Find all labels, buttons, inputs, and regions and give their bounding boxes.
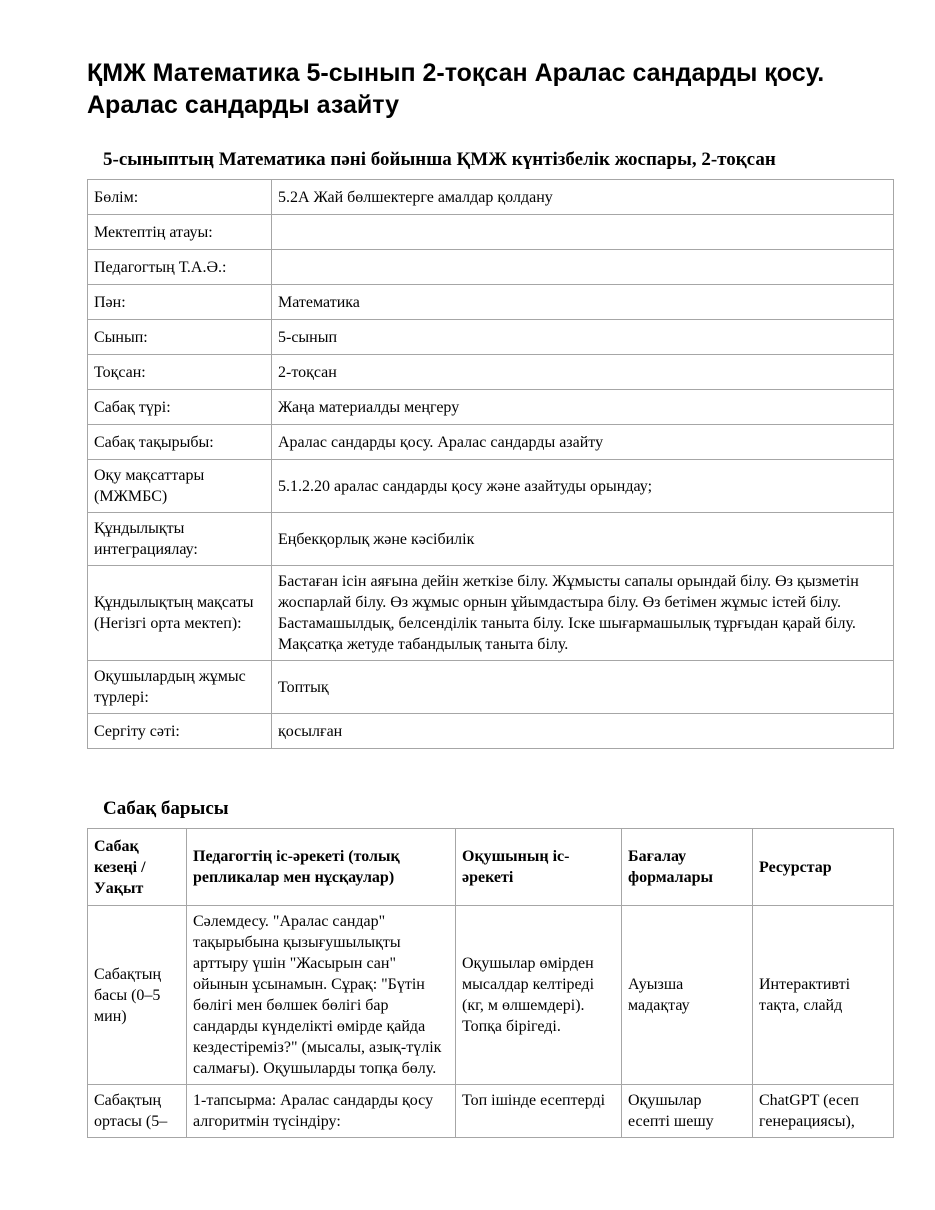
info-value-topic: Аралас сандарды қосу. Аралас сандарды азайту: [272, 425, 894, 460]
info-label-work-forms: Оқушылардың жұмыс түрлері:: [88, 661, 272, 714]
info-value-lesson-type: Жаңа материалды меңгеру: [272, 390, 894, 425]
stage-cell: Сабақтың басы (0–5 мин): [88, 906, 187, 1085]
column-header-assessment: Бағалау формалары: [622, 829, 753, 906]
document-title: ҚМЖ Математика 5-сынып 2-тоқсан Аралас сандарды қосу. Аралас сандарды азайту: [87, 59, 825, 119]
info-label-break: Сергіту сәті:: [88, 714, 272, 749]
info-value-teacher: [272, 250, 894, 285]
student-action-cell: Топ ішінде есептерді: [456, 1085, 622, 1138]
info-label-objectives: Оқу мақсаттары (МЖМБС): [88, 460, 272, 513]
table-row: [88, 1085, 894, 1138]
table-row: [88, 425, 894, 460]
table-row: [88, 566, 894, 661]
table-row: [88, 390, 894, 425]
column-header-student: Оқушының іс-әрекеті: [456, 829, 622, 906]
info-value-quarter: 2-тоқсан: [272, 355, 894, 390]
student-action-cell: Оқушылар өмірден мысалдар келтіреді (кг, м өлшемдері). Топқа бірігеді.: [456, 906, 622, 1085]
info-value-work-forms: Топтық: [272, 661, 894, 714]
info-label-school: Мектептің атауы:: [88, 215, 272, 250]
table-row: [88, 661, 894, 714]
lesson-flow-table: [87, 828, 894, 1138]
column-header-resources: Ресурстар: [753, 829, 894, 906]
info-value-values: Еңбекқорлық және кәсібилік: [272, 513, 894, 566]
table-row: [88, 250, 894, 285]
info-value-values-goal: Бастаған ісін аяғына дейін жеткізе білу. Жұмысты сапалы орындай білу. Өз қызметін жоспарлай білу. Өз жұмыс орнын ұйымдастыра білу. Өз бетімен жұмыс істей білу. Бастамашылдық, белсенділік таныта білу. Іске шығармашылық тұрғыдан қарай білу. Мақсатқа жетуде табандылық таныта білу.: [272, 566, 894, 661]
table-row: [88, 513, 894, 566]
assessment-cell: Ауызша мадақтау: [622, 906, 753, 1085]
info-value-grade: 5-сынып: [272, 320, 894, 355]
info-label-quarter: Тоқсан:: [88, 355, 272, 390]
table-row: [88, 320, 894, 355]
info-label-subject: Пән:: [88, 285, 272, 320]
info-label-section: Бөлім:: [88, 180, 272, 215]
info-value-school: [272, 215, 894, 250]
teacher-action-cell: 1-тапсырма: Аралас сандарды қосу алгоритмін түсіндіру:: [187, 1085, 456, 1138]
info-value-subject: Математика: [272, 285, 894, 320]
info-label-topic: Сабақ тақырыбы:: [88, 425, 272, 460]
info-label-values: Құндылықты интеграциялау:: [88, 513, 272, 566]
info-value-section: 5.2А Жай бөлшектерге амалдар қолдану: [272, 180, 894, 215]
plan-heading: 5-сыныптың Математика пәні бойынша ҚМЖ күнтізбелік жоспары, 2-тоқсан: [103, 149, 776, 170]
info-label-lesson-type: Сабақ түрі:: [88, 390, 272, 425]
assessment-cell: Оқушылар есепті шешу: [622, 1085, 753, 1138]
table-row: [88, 285, 894, 320]
info-label-grade: Сынып:: [88, 320, 272, 355]
info-label-values-goal: Құндылықтың мақсаты (Негізгі орта мектеп):: [88, 566, 272, 661]
resources-cell: ChatGPT (есеп генерациясы),: [753, 1085, 894, 1138]
table-row: [88, 460, 894, 513]
table-header-row: [88, 829, 894, 906]
table-row: [88, 355, 894, 390]
info-value-objectives: 5.1.2.20 аралас сандарды қосу және азайтуды орындау;: [272, 460, 894, 513]
lesson-heading: Сабақ барысы: [103, 798, 229, 819]
info-label-teacher: Педагогтың Т.А.Ә.:: [88, 250, 272, 285]
column-header-stage: Сабақ кезеңі / Уақыт: [88, 829, 187, 906]
teacher-action-cell: Сәлемдесу. "Аралас сандар" тақырыбына қызығушылықты арттыру үшін "Жасырын сан" ойынын ұсынамын. Сұрақ: "Бүтін бөлігі мен бөлшек бөлігі бар сандарды күнделікті өмірде қайда кездестіреміз?" (мысалы, азық-түлік салмағы). Оқушыларды топқа бөлу.: [187, 906, 456, 1085]
stage-cell: Сабақтың ортасы (5–: [88, 1085, 187, 1138]
table-row: [88, 180, 894, 215]
info-value-break: қосылған: [272, 714, 894, 749]
table-row: [88, 714, 894, 749]
resources-cell: Интерактивті тақта, слайд: [753, 906, 894, 1085]
lesson-info-table: [87, 179, 894, 749]
column-header-teacher: Педагогтің іс-әрекеті (толық репликалар мен нұсқаулар): [187, 829, 456, 906]
table-row: [88, 215, 894, 250]
table-row: [88, 906, 894, 1085]
